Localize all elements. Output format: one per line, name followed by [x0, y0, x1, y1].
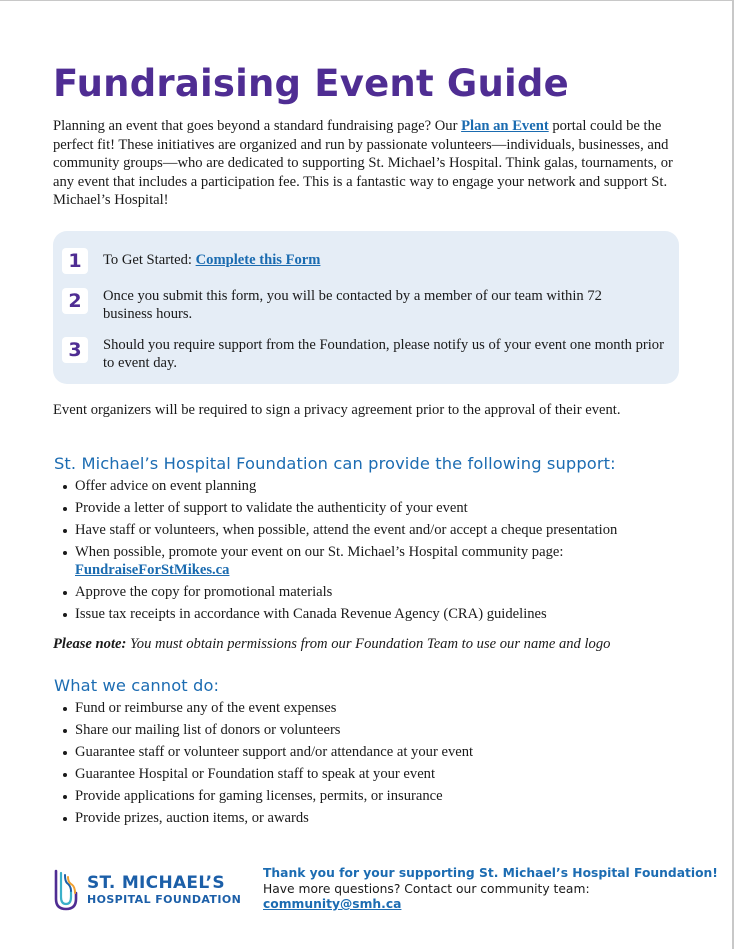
- plan-an-event-link[interactable]: Plan an Event: [461, 118, 549, 134]
- list-item: Provide prizes, auction items, or awards: [61, 809, 473, 827]
- footer-question: Have more questions? Contact our community team:: [263, 881, 590, 896]
- step-prefix: To Get Started:: [103, 252, 196, 268]
- list-item: Offer advice on event planning: [61, 477, 617, 495]
- intro-text-before: Planning an event that goes beyond a standard fundraising page? Our: [53, 118, 462, 134]
- foundation-logo-icon: [53, 869, 79, 911]
- step-3: [62, 337, 673, 372]
- logo-line-1: ST. MICHAEL’S: [87, 873, 225, 893]
- please-note-label: Please note:: [53, 636, 127, 652]
- step-number-badge: 3: [62, 337, 88, 363]
- logo-wordmark: [87, 874, 241, 906]
- cannot-section-heading: What we cannot do:: [54, 676, 220, 695]
- step-number-badge: 1: [62, 248, 88, 274]
- complete-form-link[interactable]: Complete this Form: [195, 252, 321, 268]
- list-item: Provide applications for gaming licenses, permits, or insurance: [61, 787, 473, 805]
- list-item-text: When possible, promote your event on our St. Michael’s Hospital community page:: [75, 544, 564, 560]
- step-1: [62, 248, 673, 274]
- steps-box: [53, 231, 679, 384]
- step-text: Should you require support from the Foundation, please notify us of your event one month prior to event day.: [103, 337, 664, 371]
- step-text: [103, 252, 673, 270]
- fundraise-for-stmikes-link[interactable]: FundraiseForStMikes.ca: [75, 562, 230, 578]
- please-note-text: You must obtain permissions from our Foundation Team to use our name and logo: [126, 636, 611, 652]
- please-note: [53, 636, 610, 653]
- list-item: [61, 543, 617, 579]
- list-item: Have staff or volunteers, when possible, attend the event and/or accept a cheque presentation: [61, 521, 617, 539]
- logo-line-2: HOSPITAL FOUNDATION: [87, 893, 242, 906]
- cannot-list: [61, 699, 473, 831]
- footer-thanks: Thank you for your supporting St. Michael’s Hospital Foundation!: [263, 866, 718, 880]
- list-item: Fund or reimburse any of the event expenses: [61, 699, 473, 717]
- list-item: Approve the copy for promotional materials: [61, 583, 617, 601]
- community-email-link[interactable]: community@smh.ca: [263, 897, 402, 911]
- list-item: Issue tax receipts in accordance with Canada Revenue Agency (CRA) guidelines: [61, 605, 617, 623]
- step-2: [62, 288, 623, 323]
- intro-text-after: portal could be the perfect fit! These initiatives are organized and run by passionate volunteers—individuals, businesses, and community groups—who are dedicated to supporting St. Michael’s Hospital. Think galas, tournaments, or any event that includes a participation fee. This is a fantastic way to engage your network and support St. Michael’s Hospital!: [53, 118, 673, 209]
- list-item: Guarantee Hospital or Foundation staff to speak at your event: [61, 765, 473, 783]
- step-text: Once you submit this form, you will be contacted by a member of our team within 72 business hours.: [103, 288, 602, 322]
- list-item: Guarantee staff or volunteer support and/or attendance at your event: [61, 743, 473, 761]
- privacy-agreement-note: Event organizers will be required to sign a privacy agreement prior to the approval of their event.: [53, 402, 621, 418]
- support-section-heading: St. Michael’s Hospital Foundation can provide the following support:: [54, 454, 616, 473]
- footer-contact: [263, 866, 718, 913]
- list-item: Share our mailing list of donors or volunteers: [61, 721, 473, 739]
- intro-paragraph: [53, 117, 693, 210]
- step-number-badge: 2: [62, 288, 88, 314]
- foundation-logo: [53, 869, 241, 911]
- list-item: Provide a letter of support to validate the authenticity of your event: [61, 499, 617, 517]
- page-title: Fundraising Event Guide: [53, 62, 569, 105]
- support-list: [61, 477, 617, 627]
